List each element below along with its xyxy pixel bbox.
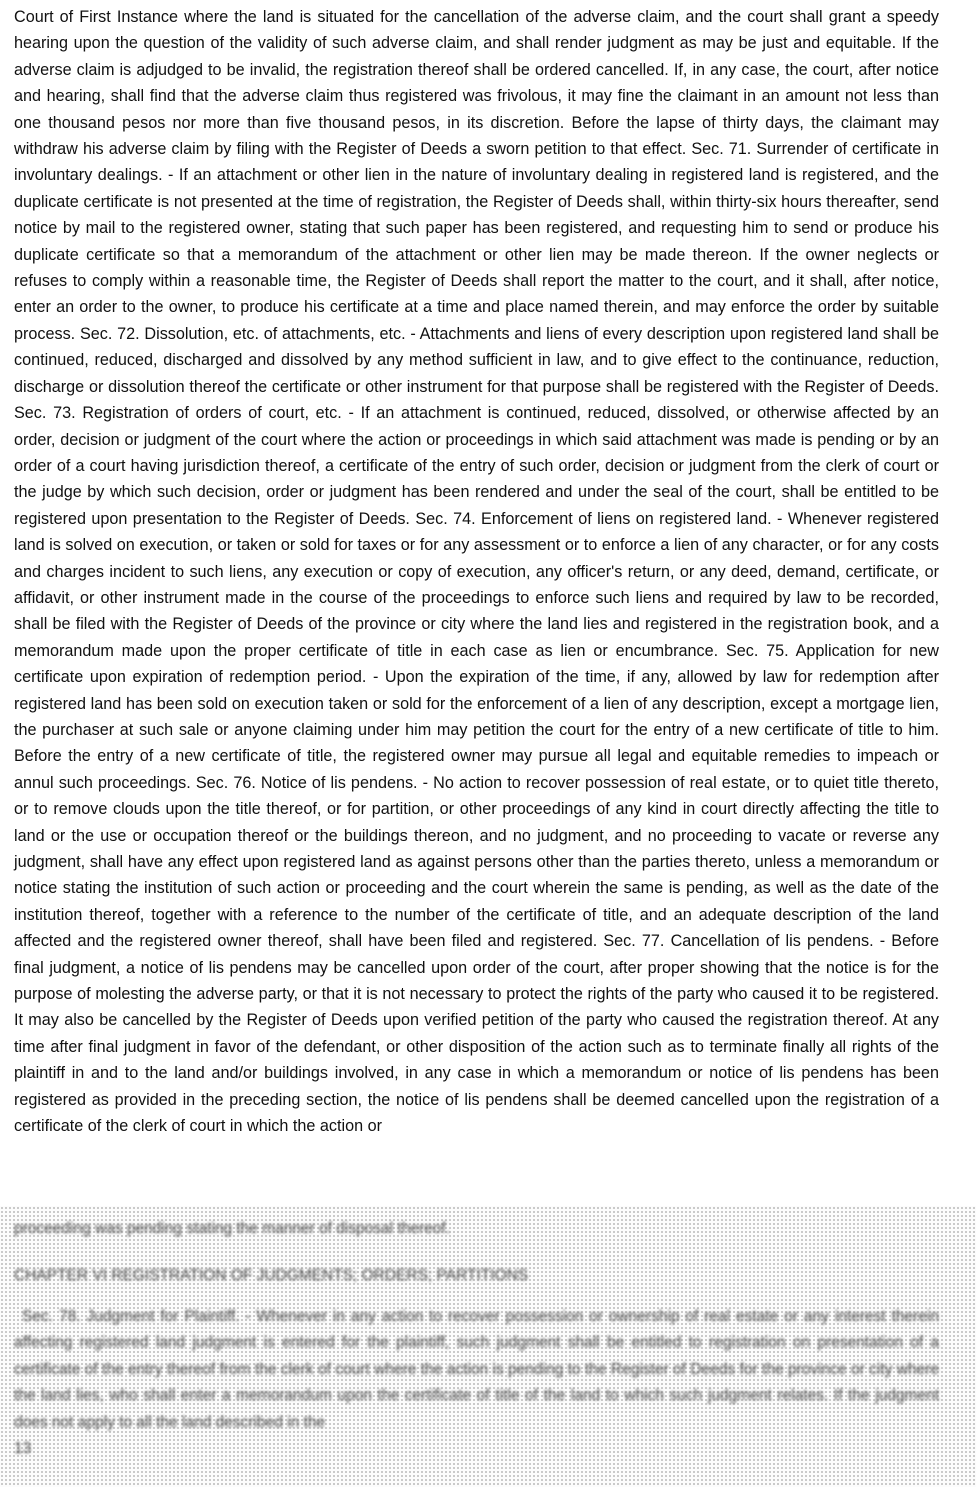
body-text: Court of First Instance where the land is situated for the cancellation of the adverse claim, and the court shall grant a speedy hearing upon the question of the validity of such adverse claim, and shall render judgment as may be just and equitable. If the adverse claim is adjudged to be invalid, the registration thereof shall be ordered cancelled. If, in any case, the court, after notice and hearing, shall find that the adverse claim thus registered was frivolous, it may fine the claimant in an amount not less than one thousand pesos nor more than five thousand pesos, in its discretion. Before the lapse of thirty days, the claimant may withdraw his adverse claim by filing with the Register of Deeds a sworn petition to that effect. Sec. 71. Surrender of certificate in involuntary dealings. - If an attachment or other lien in the nature of involuntary dealing in registered land is registered, and the duplicate certificate is not presented at the time of registration, the Register of Deeds shall, within thirty-six hours thereafter, send notice by mail to the registered owner, stating that such paper has been registered, and requesting him to send or produce his duplicate certificate so that a memorandum of the attachment or other lien may be made thereon. If the owner neglects or refuses to comply within a reasonable time, the Register of Deeds shall report the matter to the court, and it shall, after notice, enter an order to the owner, to produce his certificate at a time and place named therein, and may enforce the order by suitable process. Sec. 72. Dissolution, etc. of attachments, etc. - Attachments and liens of every description upon registered land shall be continued, reduced, discharged and dissolved by any method sufficient in law, and to give effect to the continuance, reduction, discharge or dissolution thereof the certificate or other instrument for that purpose shall be registered with the Register of Deeds. Sec. 73. Registration of orders of court, etc. - If an attachment is continued, reduced, dissolved, or otherwise affected by an order, decision or judgment of the court where the action or proceedings in which said attachment was made is pending or by an order of a court having jurisdiction thereof, a certificate of the entry of such order, decision or judgment from the clerk of court or the judge by which such decision, order or judgment has been rendered and under the seal of the court, shall be entitled to be registered upon presentation to the Register of Deeds. Sec. 74. Enforcement of liens on registered land. - Whenever registered land is solved on execution, or taken or sold for taxes or for any assessment or to enforce a lien of any character, or for any costs and charges incident to such liens, any execution or copy of execution, any officer's return, or any deed, demand, certificate, or affidavit, or other instrument made in the course of the proceedings to enforce such liens and required by law to be recorded, shall be filed with the Register of Deeds of the province or city where the land lies and registered in the registration book, and a memorandum made upon the proper certificate of title in each case as lien or encumbrance. Sec. 75. Application for new certificate upon expiration of redemption period. - Upon the expiration of the time, if any, allowed by law for redemption after registered land has been sold on execution taken or sold for the enforcement of a lien of any description, except a mortgage lien, the purchaser at such sale or anyone claiming under him may petition the court for the entry of a new certificate of title to him. Before the entry of a new certificate of title, the registered owner may pursue all legal and equitable remedies to impeach or annul such proceedings. Sec. 76. Notice of lis pendens. - No action to recover possession of real estate, or to quiet title thereto, or to remove clouds upon the title thereof, or for partition, or other proceedings of any kind in court directly affecting the title to land or the use or occupation thereof or the buildings thereon, and no judgment, and no proceeding to vacate or reverse any judgment, shall have any effect upon registered land as against persons other than the parties thereto, unless a memorandum or notice stating the institution of such action or proceeding and the court wherein the same is pending, as well as the date of the institution thereof, together with a reference to the number of the certificate of title, and an adequate description of the land affected and the registered owner thereof, shall have been filed and registered. Sec. 77. Cancellation of lis pendens. - Before final judgment, a notice of lis pendens may be cancelled upon order of the court, after proper showing that the notice is for the purpose of molesting the adverse party, or that it is not necessary to protect the rights of the party who caused it to be registered. It may also be cancelled by the Register of Deeds upon verified petition of the party who caused the registration thereof. At any time after final judgment in favor of the defendant, or other disposition of the action such as to terminate finally all rights of the plaintiff in and to the land and/or buildings involved, in any case in which a memorandum or notice of lis pendens has been registered as provided in the preceding section, the notice of lis pendens shall be deemed cancelled upon the registration of a certificate of the clerk of court in which the action or <box>14 8 939 1136</box>
section-78-body: Sec. 78. Judgment for Plaintiff. - Whenever in any action to recover possession or ownership of real estate or any interest therein affecting registered land judgment is entered for the plaintiff, such judgment shall be entitled to registration on presentation of a certificate of the entry thereof from the clerk of court where the action is pending to the Register of Deeds for the province or city where the land lies, who shall enter a memorandum upon the certificate of title of the land to which such judgment relates. If the judgment does not apply to all the land described in the <box>14 1308 939 1431</box>
body-text-tail: proceeding was pending stating the manner of disposal thereof. <box>14 1220 451 1237</box>
page-number: 13 <box>14 1440 32 1458</box>
section-78-text <box>14 1304 939 1462</box>
chapter-heading: CHAPTER VI REGISTRATION OF JUDGMENTS; ORDERS; PARTITIONS <box>14 1267 529 1284</box>
